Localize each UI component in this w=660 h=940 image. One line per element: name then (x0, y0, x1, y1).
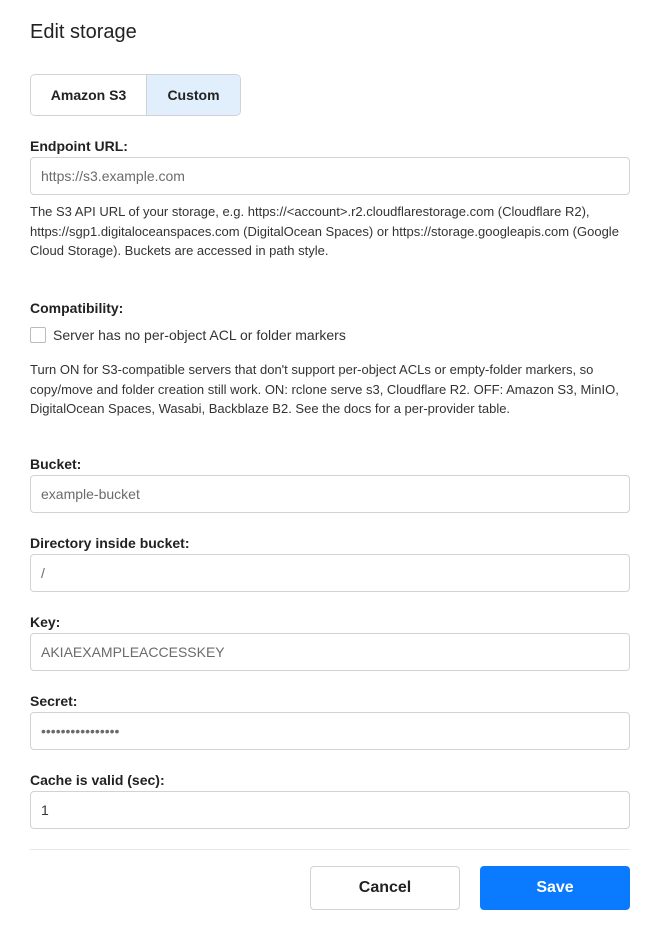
no-acl-checkbox[interactable] (30, 327, 46, 343)
endpoint-label: Endpoint URL: (30, 138, 128, 154)
tab-amazon-s3[interactable]: Amazon S3 (31, 75, 147, 115)
compatibility-help-text: Turn ON for S3-compatible servers that don't support per-object ACLs or empty-folder markers, so copy/move and folder creation still work. ON: rclone serve s3, Cloudflare R2. OFF: Amazon S3, MinIO, DigitalOcean Spaces, Wasabi, Backblaze B2. See the docs for a per-provider table. (30, 362, 619, 416)
no-acl-checkbox-label[interactable]: Server has no per-object ACL or folder markers (53, 327, 346, 343)
cache-valid-input[interactable] (30, 791, 630, 829)
directory-label: Directory inside bucket: (30, 535, 190, 551)
compatibility-checkbox-row[interactable] (30, 326, 346, 344)
bucket-label: Bucket: (30, 456, 82, 472)
tab-custom[interactable]: Custom (147, 75, 240, 115)
key-input[interactable] (30, 633, 630, 671)
cache-label: Cache is valid (sec): (30, 772, 165, 788)
bucket-input[interactable] (30, 475, 630, 513)
save-button[interactable]: Save (480, 866, 630, 910)
endpoint-url-input[interactable] (30, 157, 630, 195)
secret-input[interactable] (30, 712, 630, 750)
dialog-title: Edit storage (30, 21, 137, 43)
compatibility-label: Compatibility: (30, 300, 124, 316)
provider-segmented-control (30, 74, 241, 116)
key-label: Key: (30, 614, 61, 630)
footer-divider (30, 849, 630, 850)
secret-label: Secret: (30, 693, 78, 709)
directory-input[interactable] (30, 554, 630, 592)
cancel-button[interactable]: Cancel (310, 866, 460, 910)
endpoint-help-text: The S3 API URL of your storage, e.g. https://<account>.r2.cloudflarestorage.com (Cloudflare R2), https://sgp1.digitaloceanspaces.com (DigitalOcean Spaces) or https://storage.googleapis.com (Google Cloud Storage). Buckets are accessed in path style. (30, 204, 619, 258)
